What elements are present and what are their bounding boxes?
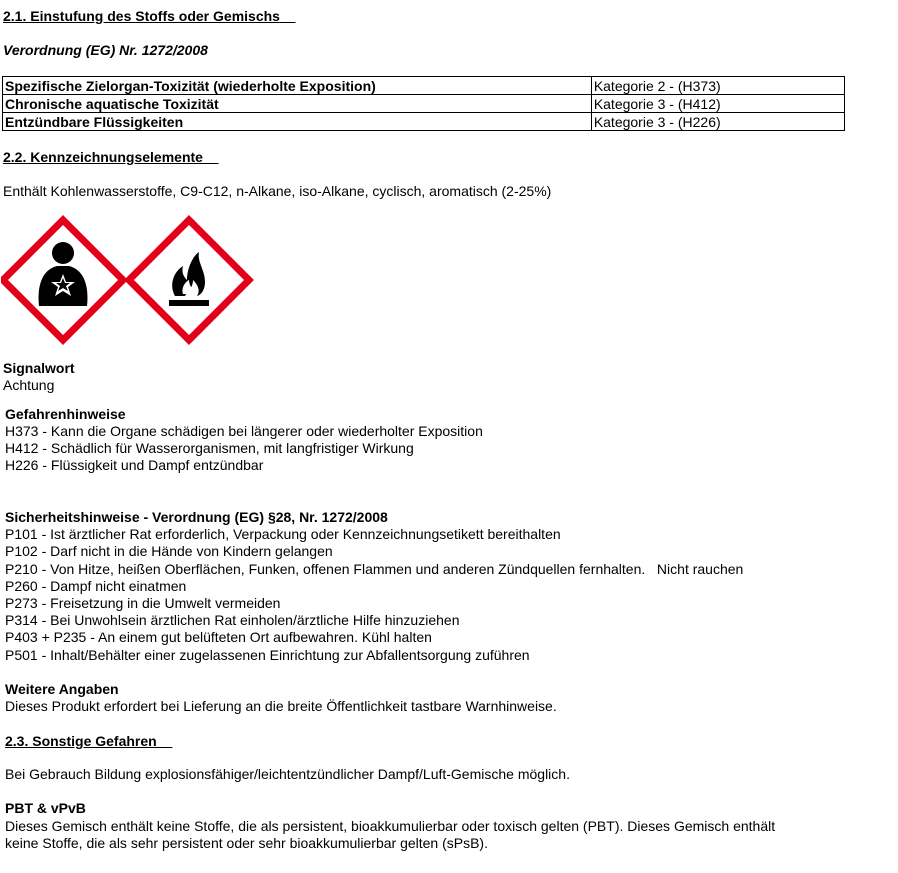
hazard-statement: H412 - Schädlich für Wasserorganismen, mit langfristiger Wirkung: [5, 440, 414, 456]
precautionary-statement: P501 - Inhalt/Behälter einer zugelassenen Einrichtung zur Abfallentsorgung zuführen: [5, 647, 530, 663]
table-row: [3, 77, 845, 95]
classification-table: [2, 76, 845, 131]
section-2-1-heading: 2.1. Einstufung des Stoffs oder Gemischs: [3, 8, 280, 24]
further-info-text: Dieses Produkt erfordert bei Lieferung an die breite Öffentlichkeit tastbare Warnhinweise.: [5, 698, 557, 714]
signal-word-label: Signalwort: [3, 360, 75, 376]
ghs-pictograms: [1, 215, 261, 345]
precautionary-statement: P273 - Freisetzung in die Umwelt vermeiden: [5, 595, 281, 611]
precautionary-statement: P210 - Von Hitze, heißen Oberflächen, Funken, offenen Flammen und anderen Zündquellen fernhalten. Nicht rauchen: [5, 561, 744, 577]
hazard-class-cell: Entzündbare Flüssigkeiten: [3, 113, 592, 131]
precautionary-statement: P314 - Bei Unwohlsein ärztlichen Rat einholen/ärztliche Hilfe hinzuziehen: [5, 612, 460, 628]
table-row: [3, 113, 845, 131]
pbt-text-line: Dieses Gemisch enthält keine Stoffe, die als persistent, bioakkumulierbar oder toxisch gelten (PBT). Dieses Gemisch enthält: [5, 818, 776, 834]
regulation-label: Verordnung (EG) Nr. 1272/2008: [3, 42, 208, 58]
precautionary-statement: P403 + P235 - An einem gut belüfteten Ort aufbewahren. Kühl halten: [5, 629, 432, 645]
table-row: [3, 95, 845, 113]
hazard-statements-title: Gefahrenhinweise: [5, 406, 126, 422]
precautionary-statement: P101 - Ist ärztlicher Rat erforderlich, Verpackung oder Kennzeichnungsetikett bereithalten: [5, 526, 561, 542]
hazard-category-cell: Kategorie 3 - (H226): [591, 113, 844, 131]
precautionary-statement: P102 - Darf nicht in die Hände von Kindern gelangen: [5, 543, 333, 559]
hazard-class-cell: Chronische aquatische Toxizität: [3, 95, 592, 113]
section-2-3-heading: 2.3. Sonstige Gefahren: [5, 733, 157, 749]
signal-word: Achtung: [3, 377, 55, 393]
precautionary-statement: P260 - Dampf nicht einatmen: [5, 578, 187, 594]
pbt-text-line: keine Stoffe, die als sehr persistent oder sehr bioakkumulierbar gelten (sPsB).: [5, 835, 488, 851]
hazard-statement: H373 - Kann die Organe schädigen bei längerer oder wiederholter Exposition: [5, 423, 483, 439]
flame-icon: [129, 220, 249, 340]
pbt-title: PBT & vPvB: [5, 800, 86, 816]
hazard-statement: H226 - Flüssigkeit und Dampf entzündbar: [5, 457, 264, 473]
health-hazard-icon: [3, 220, 123, 340]
other-hazards-text: Bei Gebrauch Bildung explosionsfähiger/leichtentzündlicher Dampf/Luft-Gemische möglich.: [5, 766, 570, 782]
precautionary-title: Sicherheitshinweise - Verordnung (EG) §28, Nr. 1272/2008: [5, 509, 388, 525]
hazard-class-cell: Spezifische Zielorgan-Toxizität (wiederholte Exposition): [3, 77, 592, 95]
pictogram-group: [1, 215, 261, 345]
hazard-category-cell: Kategorie 3 - (H412): [591, 95, 844, 113]
hazard-category-cell: Kategorie 2 - (H373): [591, 77, 844, 95]
contains-text: Enthält Kohlenwasserstoffe, C9-C12, n-Alkane, iso-Alkane, cyclisch, aromatisch (2-25%): [3, 183, 552, 199]
further-info-title: Weitere Angaben: [5, 681, 119, 697]
section-2-2-heading: 2.2. Kennzeichnungselemente: [3, 149, 203, 165]
